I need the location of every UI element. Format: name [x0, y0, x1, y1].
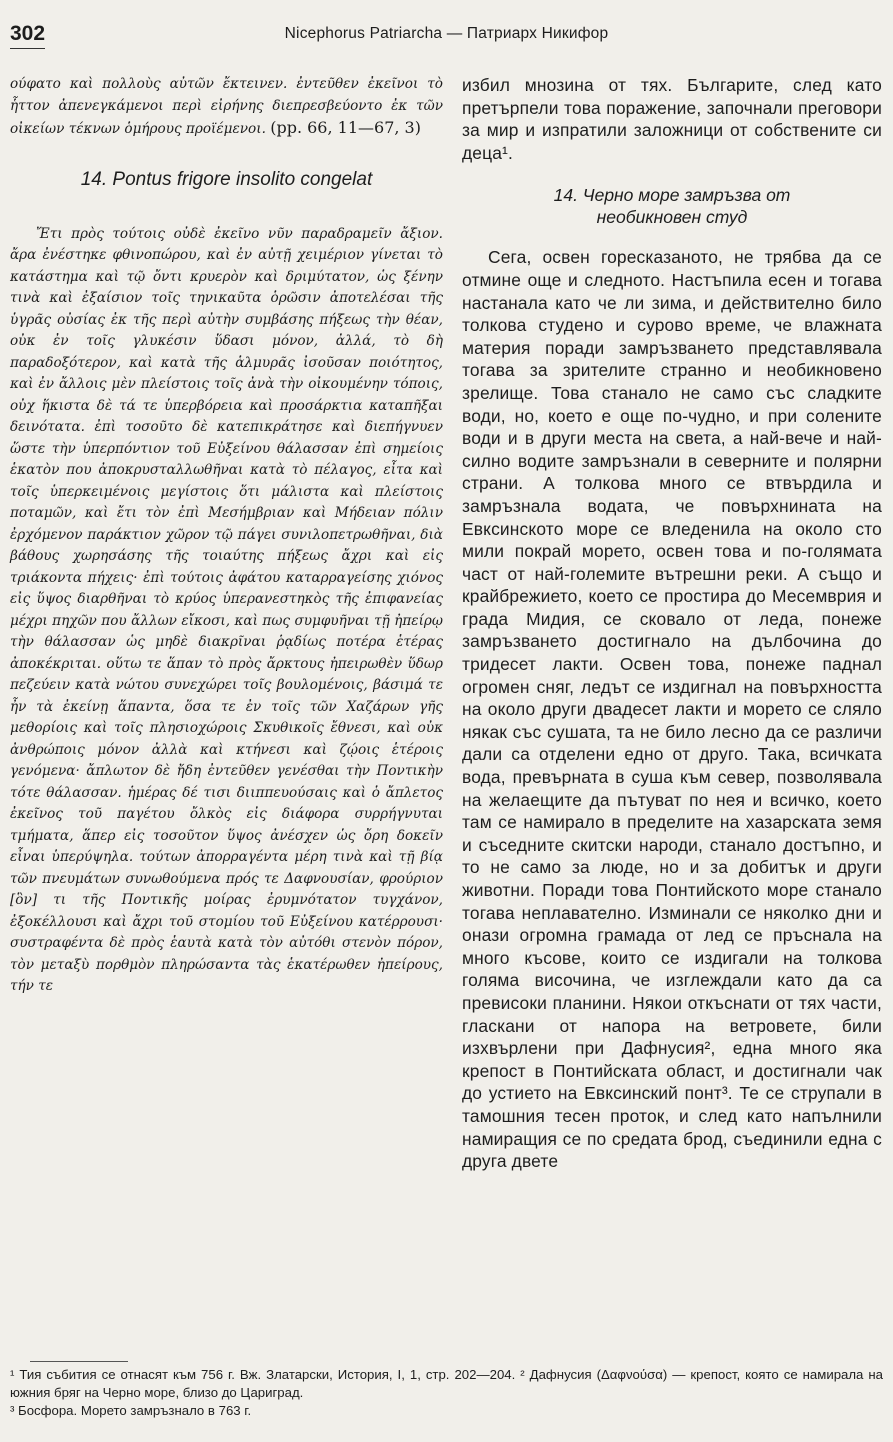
- footnote-divider: [30, 1361, 128, 1362]
- bulgarian-intro: избил мнозина от тях. Българите, след като претърпели това поражение, започнали преговори за мир и изпратили заложници от собствените си деца¹.: [462, 75, 882, 163]
- latin-section-title: 14. Pontus frigore insolito congelat: [80, 168, 373, 190]
- footnote-3: ³ Босфора. Морето замръзнало в 763 г.: [10, 1403, 252, 1418]
- footnotes: [10, 1366, 883, 1420]
- page-number: 302: [10, 22, 45, 49]
- greek-intro: [10, 74, 443, 141]
- greek-intro-reference: (pp. 66, 11—67, 3): [270, 118, 421, 137]
- footnote-1: ¹ Тия събития се отнасят към 756 г. Вж. Златарски, История, I, 1, стр. 202—204.: [10, 1367, 516, 1382]
- bulgarian-column: [462, 74, 882, 1173]
- bulgarian-body: Сега, освен горесказаното, не трябва да се отмине още и следното. Настъпила есен и тогава настанала като че ли зима, и действително било толкова студено и сурово време, че влажната материя поради замръзването представлявала тогава за зрителите странно и необикновено зрелище. Това станало не само със сладките води, но, което е още по-чудно, и при солените води и в други места на света, а най-вече и най-силно водите замръзнали в северните и полярни страни. А толкова много се втвърдила и замръзнала водата, че повърхнината на Евксинското море се вледенила на около сто мили покрай морето, освен това и по-голямата част от най-големите вътрешни реки. А също и крайбрежието, което се простира до Месемврия и града Мидия, се сковало от леда, понеже замръзването достигнало на дълбочина до тридесет лакти. Освен това, понеже паднал огромен сняг, ледът се издигнал на повърхността на около други двадесет лакти и морето се сляло някак със сушата, та не било лесно да се различи дали са отделени едно от друго. Така, всичката вода, превърната в суша към север, позволявала на желаещите да пътуват по нея и всичко, което там се намирало в пределите на хазарската земя и съседните скитски народи, станало достъпно, и то не само за люде, но и за добитък и други животни. Поради това Понтийското море станало тогава неплавателно. Изминали се няколко дни и онази огромна грамада от лед се пръснала на много късове, които се издигали на толкова голяма височина, че изглеждали като да са превисоки планини. Някои откъснати от тях части, гласкани от напора на ветровете, били изхвърлени при Дафнусия², една много яка крепост в Понтийската област, и достигнали чак до устието на Евксинский понт³. Те се струпали в тамошния тесен проток, и след като напълнили намиращия се по средата брод, съединили една с друга двете: [462, 247, 882, 1172]
- greek-column: [10, 74, 443, 998]
- footnote-2: ² Дафнусия (Δαφνούσα) — крепост, която се намирала на южния бряг на Черно море, близо до Цариград.: [10, 1367, 883, 1400]
- greek-body: Ἔτι πρὸς τούτοις οὐδὲ ἐκεῖνο νῦν παραδραμεῖν ἄξιον. ἄρα ἐνέστηκε φθινοπώρου, καὶ ἐν αὐτῇ χειμέριον γίνεται τὸ κατάστημα καὶ τῷ ὄντι κρυερὸν καὶ δριμύτατον, ὡς ξένην τινὰ καὶ ἐξαίσιον τοῖς τηνικαῦτα ὁρῶσιν ἀποτελέσαι τῆς ὑγρᾶς οὐσίας ἐκ τῆς περὶ αὐτὴν συμβάσης πήξεως τὴν θέαν, οὐκ ἐν τοῖς γλυκέσιν ὕδασι μόνον, ἀλλά, τὸ δὴ παραδοξότερον, καὶ κατὰ τῆς ἁλμυρᾶς ἰσοῦσαν ποιότητος, καὶ ἐν ἄλλοις μὲν πλείστοις τοῖς ἀνὰ τὴν οἰκουμένην τόποις, οὐχ ἥκιστα δὲ τά τε ὑπερβόρεια καὶ προσάρκτια καταπῆξαι δεινότατα. ἐπὶ τοσοῦτο δὲ κατεπικράτησε καὶ διεπήγνυεν ὥστε τὴν ὑπερπόντιον τοῦ Εὐξείνου θάλασσαν ἐπὶ σημείοις ἑκατὸν που ἀποκρυσταλλωθῆναι κατὰ τὸ πέλαγος, εἶτα καὶ τοῖς ὑπερκειμένοις μεγίστοις ὅτι μάλιστα καὶ πλείστοις ποταμῶν, καὶ ἔτι τὸν ἐπὶ Μεσήμβριαν καὶ Μήδειαν πόλιν ἐρχόμενον παράκτιον χῶρον τῷ πάγει συνιλοπετρωθῆναι, διὰ βάθους χωρησάσης τῆς τοιαύτης πήξεως ἄχρι καὶ εἰς τριάκοντα πήχεις· ἐπὶ τούτοις ἀφάτου καταρραγείσης χιόνος εἰς ὕψος διαρθῆναι τὸ κρύος ὑπερανεστηκὸς τῆς ἐπιφανείας μέχρι πηχῶν που ἄλλων εἴκοσι, καὶ πως συμφυῆναι τῇ ἠπείρῳ τὴν θάλασσαν ὡς μηδὲ διακρῖναι ῥᾳδίως ποτέρα ἑτέρας ἀποκέκριται. οὕτω τε ἅπαν τὸ πρὸς ἄρκτους ἠπειρωθὲν ὕδωρ πεζεύειν κατὰ νώτου συνεχώρει τοῖς βουλομένοις, βάσιμά τε ἦν τὰ ἐκείνῃ ἅπαντα, ὅσα τε ἐν τοῖς τῶν Χαζάρων γῆς μεθορίοις καὶ τοῖς πλησιοχώροις Σκυθικοῖς ἔθνεσι, καὶ οὐκ ἀνθρώποις μόνον ἀλλὰ καὶ κτήνεσι καὶ ζῴοις ἑτέροις γενόμενα· ἄπλωτον δὲ ἤδη ἐντεῦθεν γενέσθαι τὴν Ποντικὴν τότε θάλασσαν. ἡμέρας δέ τισι διιππευούσαις καὶ ὁ ἄπλετος ἐκεῖνος τοῦ παγέτου ὄλκὸς εἰς διάφορα συρρήγνυται τμήματα, ἅπερ εἰς τοσοῦτον ὕψος ἀνέσχεν ὡς ὄρη δοκεῖν εἶναι ὑπερύψηλα. τούτων ἀπορραγέντα μέρη τινὰ καὶ τῇ βίᾳ τῶν πνευμάτων συνωθούμενα πρός τε Δαφνουσίαν, φρούριον [ὃν] τι τῆς Ποντικῆς μοίρας ἐρυμνότατον τυγχάνον, ἐξοκέλλουσι καὶ ἄχρι τοῦ στομίου τοῦ Εὐξείνου κατέρρουσι· συστραφέντα δὲ πρὸς ἑαυτὰ κατὰ τὸν αὐτόθι στενὸν πόρον, τὸν μεταξὺ πορθμὸν πληρώσαντα τὰς ἑκατέρωθεν ἠπείρους, τήν τε: [10, 225, 443, 994]
- greek-intro-text: ούφατο καὶ πολλοὺς αὐτῶν ἔκτεινεν. ἐντεῦθεν ἐκεῖνοι τὸ ἧττον ἀπενεγκάμενοι περὶ εἰρήνης διεπρεσβεύοντο ἐκ τῶν οἰκείων τέκνων ὁμήρους προϊέμενοι.: [10, 76, 443, 137]
- bulgarian-section-title: 14. Черно море замръзва от необикновен студ: [553, 185, 791, 228]
- running-head: Nicephorus Patriarcha — Патриарх Никифор: [284, 25, 609, 42]
- page-header: [10, 22, 883, 52]
